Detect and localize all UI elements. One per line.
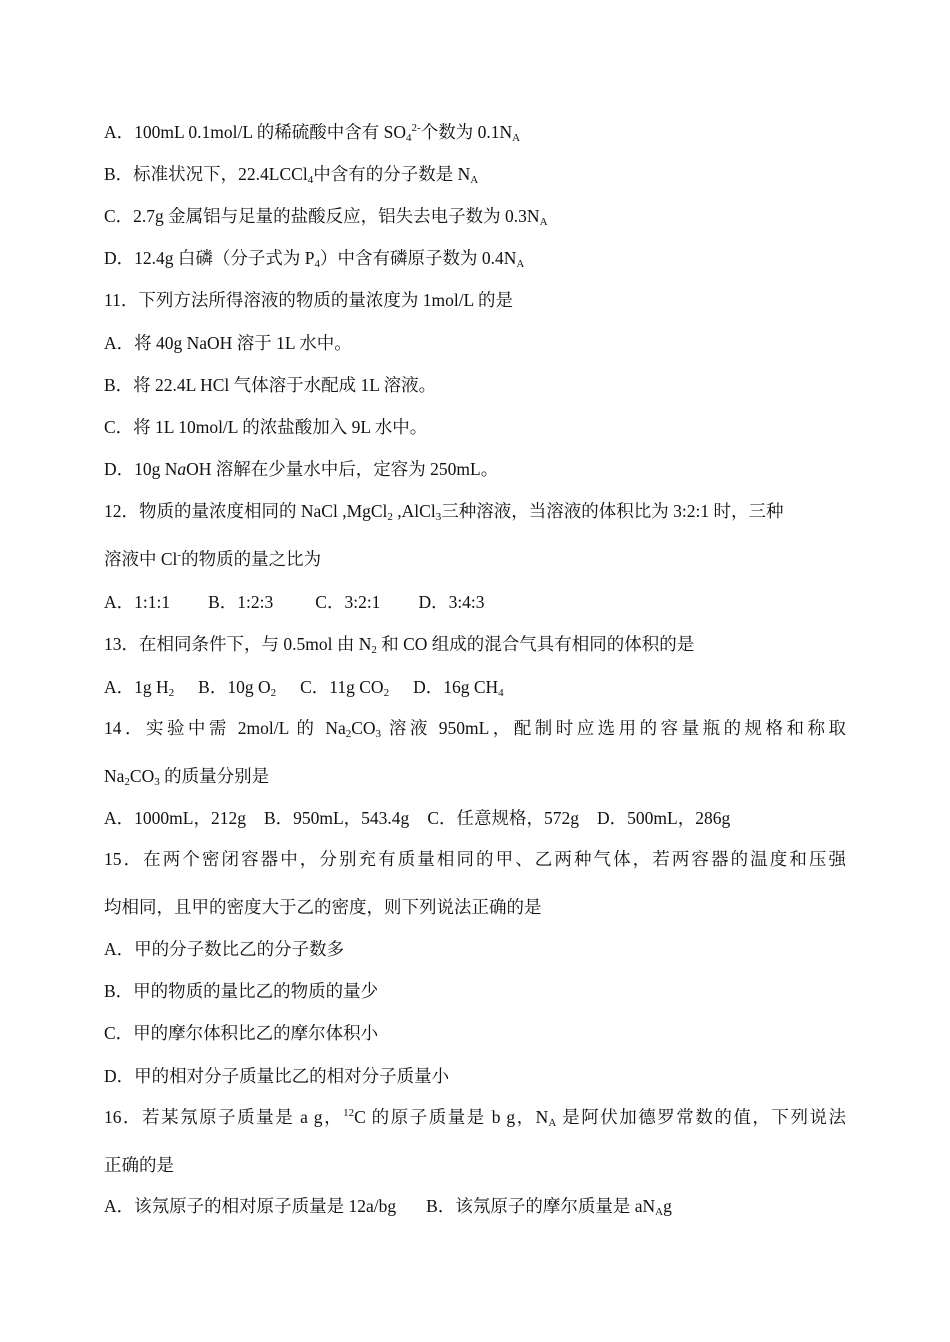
text: 的质量分别是 — [159, 766, 270, 786]
option-a: A．该氖原子的相对原子质量是 12a/bg — [104, 1196, 397, 1216]
question-12-stem-line-2 — [104, 547, 846, 571]
text: 三种溶液，当溶液的体积比为 3:2:1 时，三种 — [441, 501, 784, 521]
question-15-option-d — [104, 1064, 846, 1088]
question-16-stem-line-2 — [104, 1153, 846, 1177]
subscript: 2 — [371, 644, 377, 656]
text: 11．下列方法所得溶液的物质的量浓度为 1mol/L 的是 — [104, 290, 513, 310]
text: 正确的是 — [104, 1155, 174, 1175]
question-11-option-c — [104, 415, 846, 439]
option-d: D．16g CH — [413, 677, 499, 697]
subscript: 3 — [435, 511, 442, 523]
question-10-option-b — [104, 162, 846, 186]
text: C．甲的摩尔体积比乙的摩尔体积小 — [104, 1023, 379, 1043]
question-12-stem-line-1 — [104, 499, 846, 523]
option-c: C．任意规格，572g — [427, 808, 579, 828]
text: A．甲的分子数比乙的分子数多 — [104, 939, 345, 959]
subscript: 2 — [383, 687, 390, 699]
question-10-option-d — [104, 246, 846, 270]
text: D．甲的相对分子质量比乙的相对分子质量小 — [104, 1066, 450, 1086]
text: Na — [104, 766, 125, 786]
question-11-stem — [104, 288, 846, 312]
question-14-stem-line-2 — [104, 764, 846, 788]
question-11-option-a — [104, 331, 846, 355]
subscript: 4 — [498, 687, 504, 699]
question-14-stem-line-1 — [104, 716, 846, 740]
subscript: A — [655, 1206, 664, 1218]
text: 溶液中 Cl — [104, 549, 178, 569]
subscript: A — [516, 258, 525, 270]
subscript: A — [470, 174, 479, 186]
subscript: A — [512, 132, 521, 144]
subscript: 4 — [307, 174, 314, 186]
subscript: 4 — [406, 132, 412, 144]
text: 中含有的分子数是 N — [313, 164, 471, 184]
question-12-options — [104, 590, 846, 614]
question-15-option-a — [104, 937, 846, 961]
question-10-option-a — [104, 120, 846, 144]
option-d: D．500mL，286g — [597, 808, 731, 828]
text: 的物质的量之比为 — [181, 549, 322, 569]
text: 个数为 0.1N — [420, 122, 513, 142]
option-b: B．10g O — [198, 677, 271, 697]
option-a: A．1000mL，212g — [104, 808, 246, 828]
text: CO — [129, 766, 155, 786]
text: 均相同，且甲的密度大于乙的密度，则下列说法正确的是 — [104, 897, 542, 917]
question-15-stem-line-2 — [104, 895, 846, 919]
text: ,AlCl — [392, 501, 436, 521]
subscript: 2 — [387, 511, 393, 523]
subscript: 2 — [124, 776, 130, 788]
text: 12．物质的量浓度相同的 NaCl ,MgCl — [104, 501, 388, 521]
option-a: A．1g H — [104, 677, 169, 697]
option-a: A．1:1:1 — [104, 592, 171, 612]
text: g — [663, 1196, 672, 1216]
text: C．2.7g 金属铝与足量的盐酸反应，铝失去电子数为 0.3N — [104, 206, 540, 226]
superscript: 2- — [411, 122, 421, 134]
subscript: A — [539, 216, 548, 228]
superscript: - — [177, 549, 182, 561]
question-10-option-c — [104, 204, 846, 228]
question-15-option-b — [104, 979, 846, 1003]
subscript: 2 — [270, 687, 277, 699]
question-14-options — [104, 806, 846, 830]
subscript: 4 — [314, 258, 320, 270]
subscript: 3 — [154, 776, 160, 788]
italic-text: a — [177, 459, 187, 479]
text: 14．实验中需 2mol/L 的 Na — [104, 718, 346, 738]
text: CO — [351, 718, 376, 738]
text: C．将 1L 10mol/L 的浓盐酸加入 9L 水中。 — [104, 417, 428, 437]
option-c: C．11g CO — [300, 677, 384, 697]
superscript: 12 — [343, 1107, 355, 1119]
text: 是阿伏加德罗常数的值，下列说法 — [556, 1107, 846, 1127]
question-13-stem — [104, 632, 846, 656]
text: ）中含有磷原子数为 0.4N — [320, 248, 517, 268]
question-11-option-d — [104, 457, 846, 481]
subscript: 3 — [375, 728, 382, 740]
text: OH 溶解在少量水中后，定容为 250mL。 — [186, 459, 499, 479]
question-16-options-ab — [104, 1194, 846, 1218]
question-16-stem-line-1 — [104, 1105, 846, 1129]
option-b: B．该氖原子的摩尔质量是 aN — [426, 1196, 656, 1216]
text: B．标准状况下，22.4LCCl — [104, 164, 308, 184]
text: 和 CO 组成的混合气具有相同的体积的是 — [376, 634, 695, 654]
text: B．将 22.4L HCl 气体溶于水配成 1L 溶液。 — [104, 375, 437, 395]
question-11-option-b — [104, 373, 846, 397]
option-d: D．3:4:3 — [418, 592, 485, 612]
text: A．将 40g NaOH 溶于 1L 水中。 — [104, 333, 352, 353]
text: D．12.4g 白磷（分子式为 P — [104, 248, 315, 268]
question-13-options — [104, 675, 846, 699]
text: 溶液 950mL，配制时应选用的容量瓶的规格和称取 — [381, 718, 846, 738]
text: 13．在相同条件下，与 0.5mol 由 N — [104, 634, 372, 654]
option-b: B．950mL，543.4g — [263, 808, 410, 828]
question-15-option-c — [104, 1021, 846, 1045]
option-b: B．1:2:3 — [208, 592, 274, 612]
text: 16．若某氖原子质量是 a g， — [104, 1107, 344, 1127]
subscript: 2 — [168, 687, 175, 699]
subscript: 2 — [345, 728, 352, 740]
option-c: C．3:2:1 — [315, 592, 381, 612]
subscript: A — [548, 1117, 557, 1129]
text: D．10g N — [104, 459, 178, 479]
text: 15．在两个密闭容器中，分别充有质量相同的甲、乙两种气体，若两容器的温度和压强 — [104, 849, 846, 869]
text: B．甲的物质的量比乙的物质的量少 — [104, 981, 379, 1001]
text: A．100mL 0.1mol/L 的稀硫酸中含有 SO — [104, 122, 407, 142]
text: C 的原子质量是 b g，N — [354, 1107, 549, 1127]
question-15-stem-line-1 — [104, 847, 846, 871]
